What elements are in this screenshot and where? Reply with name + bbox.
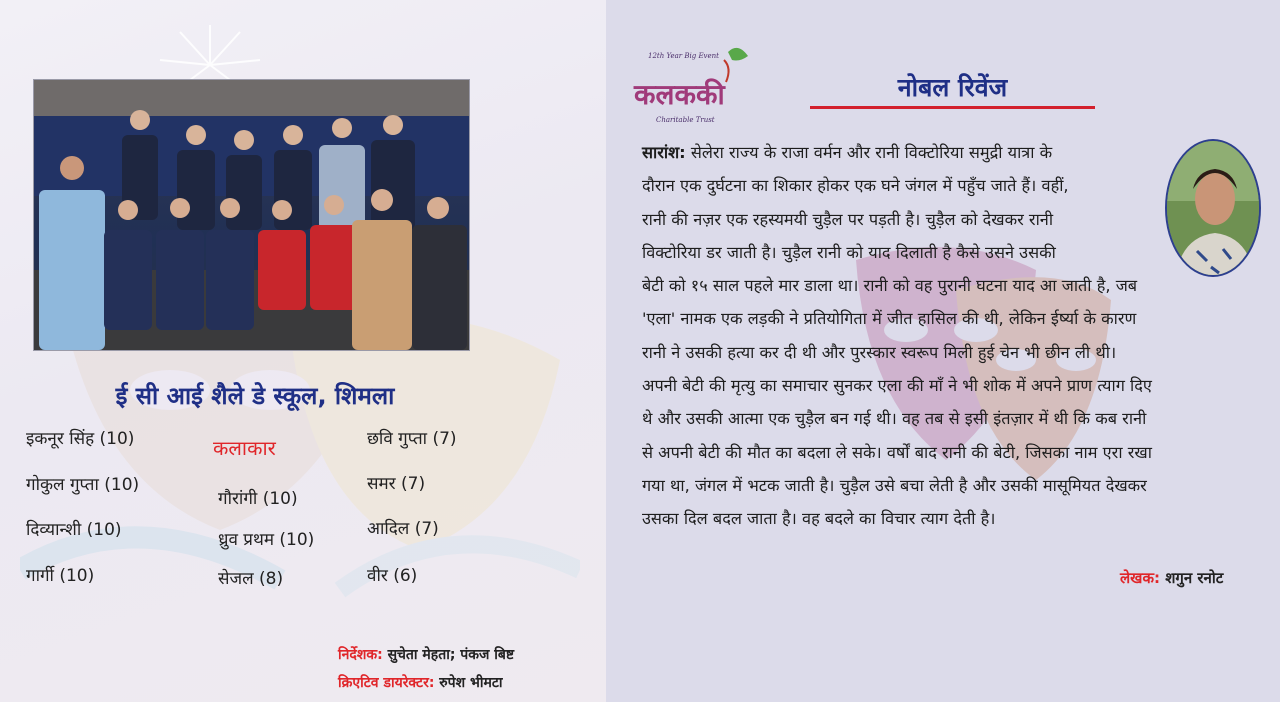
synopsis-line: 'एला' नामक एक लड़की ने प्रतियोगिता में जीत हासिल की थी, लेकिन ईर्ष्या के कारण [642, 309, 1137, 329]
school-name: ई सी आई शैले डे स्कूल, शिमला [115, 382, 395, 410]
synopsis-label: सारांश: [642, 143, 686, 162]
synopsis-line: रानी की नज़र एक रहस्यमयी चुड़ैल पर पड़ती है। चुड़ैल को देखकर रानी [642, 209, 1054, 229]
cast-member: इकनूर सिंह (10) [26, 429, 135, 449]
left-panel [0, 0, 606, 702]
cast-member: सेजल (8) [218, 569, 284, 589]
cast-member: दिव्यान्शी (10) [26, 520, 122, 540]
author-name: शगुन रनोट [1159, 569, 1224, 587]
author-role: लेखक: [1120, 569, 1160, 587]
director-role: निर्देशक: [338, 647, 383, 663]
cast-member: गौरांगी (10) [218, 489, 298, 509]
synopsis-line: रानी ने उसकी हत्या कर दी थी और पुरस्कार स्वरूप मिली हुई चेन भी छीन ली थी। [642, 342, 1117, 362]
director-credit [338, 645, 514, 664]
synopsis-line: विक्टोरिया डर जाती है। चुड़ैल रानी को याद दिलाती है कैसे उसने उसकी [642, 242, 1056, 262]
synopsis-line: गया था, जंगल में भटक जाती है। चुड़ैल उसे बचा लेती है और उसकी मासूमियत देखकर [642, 475, 1147, 495]
creative-director-credit [338, 673, 503, 692]
synopsis-line: दौरान एक दुर्घटना का शिकार होकर एक घने जंगल में पहुँच जाते हैं। वहीं, [642, 176, 1069, 196]
synopsis-line: से अपनी बेटी की मौत का बदला ले सके। वर्षों बाद रानी की बेटी, जिसका नाम एरा रखा [642, 442, 1152, 462]
play-title: नोबल रिवेंज [897, 73, 1008, 102]
logo-tagline-top: 12th Year Big Event [648, 52, 719, 60]
title-underline [810, 106, 1095, 109]
group-photo [33, 79, 470, 351]
synopsis-line: उसका दिल बदल जाता है। वह बदले का विचार त्याग देती है। [642, 509, 996, 529]
synopsis-line: अपनी बेटी की मृत्यु का समाचार सुनकर एला की माँ ने भी शोक में अपने प्राण त्याग दिए [642, 376, 1152, 396]
creative-director-role: क्रिएटिव डायरेक्टर: [338, 675, 435, 691]
event-logo [628, 42, 754, 128]
cast-member: समर (7) [367, 474, 426, 494]
author-credit [1120, 568, 1223, 588]
cast-member: गार्गी (10) [26, 566, 95, 586]
synopsis-text: सेलेरा राज्य के राजा वर्मन और रानी विक्टोरिया समुद्री यात्रा के [685, 143, 1053, 162]
cast-member: ध्रुव प्रथम (10) [218, 530, 315, 550]
synopsis-line-1 [642, 136, 1272, 169]
cast-member: वीर (6) [367, 566, 418, 586]
cast-member: आदिल (7) [367, 519, 439, 539]
artists-heading: कलाकार [213, 436, 276, 460]
cast-member: छवि गुप्ता (7) [367, 429, 457, 449]
director-names: सुचेता मेहता; पंकज बिष्ट [382, 647, 515, 663]
logo-tagline-bottom: Charitable Trust [656, 116, 715, 124]
synopsis [642, 136, 1272, 536]
creative-director-names: रुपेश भीमटा [434, 675, 503, 691]
logo-wordmark: कलककी [634, 78, 725, 111]
cast-member: गोकुल गुप्ता (10) [26, 475, 140, 495]
synopsis-line: बेटी को १५ साल पहले मार डाला था। रानी को वह पुरानी घटना याद आ जाती है, जब [642, 276, 1138, 296]
synopsis-line: थे और उसकी आत्मा एक चुड़ैल बन गई थी। वह तब से इसी इंतज़ार में थी कि कब रानी [642, 409, 1147, 429]
